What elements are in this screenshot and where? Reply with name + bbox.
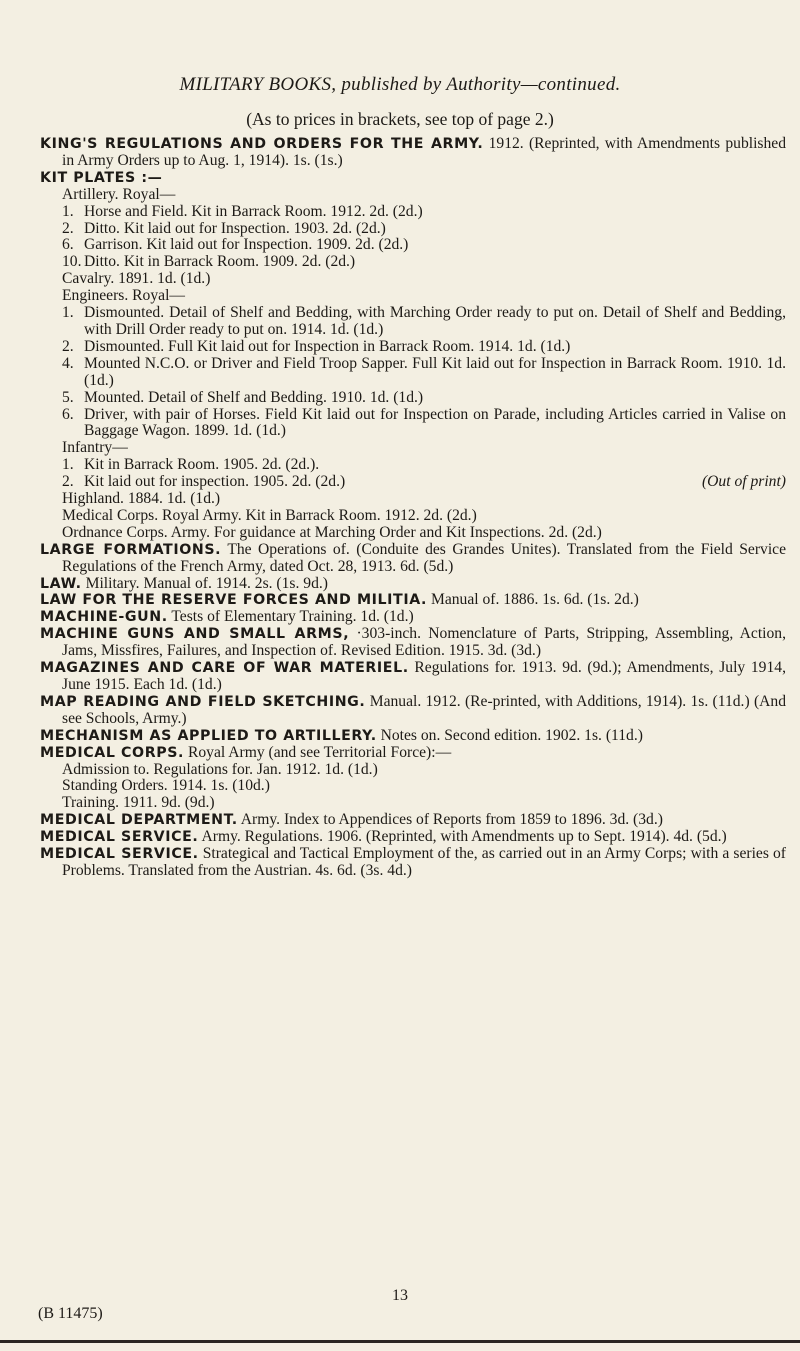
list-item: 4. Mounted N.C.O. or Driver and Field Troop Sapper. Full Kit laid out for Inspection in Barrack Room. 1910. 1d. (1d.) bbox=[62, 354, 786, 389]
page-number: 13 bbox=[392, 1287, 408, 1304]
list-item: 2. Dismounted. Full Kit laid out for Inspection in Barrack Room. 1914. 1d. (1d.) bbox=[62, 337, 571, 355]
catalogue-entry: MAGAZINES AND CARE OF WAR MATERIEL. Regulations for. 1913. 9d. (9d.); Amendments, July 1914, June 1915. Each 1d. (1d.) bbox=[40, 659, 786, 693]
artillery-label: Artillery. Royal— bbox=[62, 185, 176, 203]
list-item: 6. Driver, with pair of Horses. Field Kit laid out for Inspection on Parade, including Articles carried in Valise on Baggage Wagon. 1899. 1d. (1d.) bbox=[62, 405, 786, 440]
entry-kit-plates bbox=[40, 170, 786, 187]
catalogue-body bbox=[40, 136, 786, 880]
page-header: MILITARY BOOKS, published by Authority—continued. bbox=[179, 74, 621, 95]
bottom-rule bbox=[0, 1340, 800, 1343]
list-item: 1. Dismounted. Detail of Shelf and Bedding, with Marching Order ready to put on. Detail of Shelf and Bedding, with Drill Order ready to put on. 1914. 1d. (1d.) bbox=[62, 304, 786, 338]
catalogue-entry: MEDICAL SERVICE. Strategical and Tactical Employment of the, as carried out in an Army Corps; with a series of Problems. Translated from the Austrian. 4s. 6d. (3s. 4d.) bbox=[40, 845, 786, 879]
list-item: Training. 1911. 9d. (9d.) bbox=[62, 794, 215, 812]
list-item: 5. Mounted. Detail of Shelf and Bedding. 1910. 1d. (1d.) bbox=[62, 388, 424, 406]
entry-medical-corps: MEDICAL CORPS. Royal Army (and see Territorial Force):— bbox=[40, 743, 452, 761]
print-code: (B 11475) bbox=[38, 1305, 103, 1322]
catalogue-entry: MACHINE-GUN. Tests of Elementary Training. 1d. (1d.) bbox=[40, 608, 414, 626]
cavalry-line: Cavalry. 1891. 1d. (1d.) bbox=[62, 270, 211, 288]
catalogue-entry: MACHINE GUNS AND SMALL ARMS, ·303-inch. Nomenclature of Parts, Stripping, Assembling, Action, Jams, Missfires, Failures, and Inspection of. Revised Edition. 1915. 3d. (3d.) bbox=[40, 625, 786, 660]
price-note: (As to prices in brackets, see top of page 2.) bbox=[246, 109, 554, 129]
list-item: 10. Ditto. Kit in Barrack Room. 1909. 2d. (2d.) bbox=[62, 253, 356, 271]
list-item: 1. Kit in Barrack Room. 1905. 2d. (2d.). bbox=[62, 456, 320, 474]
list-item: 2. Ditto. Kit laid out for Inspection. 1903. 2d. (2d.) bbox=[62, 219, 386, 237]
entry-kings-regulations bbox=[40, 136, 786, 170]
catalogue-entry: LARGE FORMATIONS. The Operations of. (Conduite des Grandes Unites). Translated from the Field Service Regulations of the French Army, dated Oct. 28, 1913. 6d. (5d.) bbox=[40, 540, 786, 575]
entry-heading: KIT PLATES :— bbox=[40, 169, 163, 186]
entry-text: 1912. (Reprinted, with Amendments published in Army Orders up to Aug. 1, 1914). 1s. (1s.) bbox=[62, 135, 786, 169]
list-item: 2. Kit laid out for inspection. 1905. 2d. (2d.) (Out of print) bbox=[62, 473, 786, 491]
out-of-print-note: (Out of print) bbox=[701, 473, 786, 491]
infantry-label: Infantry— bbox=[62, 439, 128, 457]
list-item: Standing Orders. 1914. 1s. (10d.) bbox=[62, 777, 270, 795]
list-item: Admission to. Regulations for. Jan. 1912. 1d. (1d.) bbox=[62, 760, 378, 778]
highland-line: Highland. 1884. 1d. (1d.) bbox=[62, 490, 221, 508]
list-item: 1. Horse and Field. Kit in Barrack Room. 1912. 2d. (2d.) bbox=[62, 202, 423, 220]
catalogue-entry: LAW. Military. Manual of. 1914. 2s. (1s. 9d.) bbox=[40, 574, 328, 592]
catalogue-entry: MEDICAL SERVICE. Army. Regulations. 1906. (Reprinted, with Amendments up to Sept. 1914). 4d. (5d.) bbox=[40, 828, 727, 846]
ordnance-line: Ordnance Corps. Army. For guidance at Marching Order and Kit Inspections. 2d. (2d.) bbox=[62, 523, 602, 541]
catalogue-entry: MAP READING AND FIELD SKETCHING. Manual. 1912. (Re-printed, with Additions, 1914). 1s. (11d.) (And see Schools, Army.) bbox=[40, 692, 786, 727]
catalogue-entry: MEDICAL DEPARTMENT. Army. Index to Appendices of Reports from 1859 to 1896. 3d. (3d.) bbox=[40, 811, 663, 829]
entry-heading: KING'S REGULATIONS AND ORDERS FOR THE ARMY. bbox=[40, 136, 484, 152]
engineers-label: Engineers. Royal— bbox=[62, 287, 185, 305]
catalogue-entry: MECHANISM AS APPLIED TO ARTILLERY. Notes on. Second edition. 1902. 1s. (11d.) bbox=[40, 726, 643, 744]
medical-kit-line: Medical Corps. Royal Army. Kit in Barrack Room. 1912. 2d. (2d.) bbox=[62, 506, 477, 524]
catalogue-entry: LAW FOR THE RESERVE FORCES AND MILITIA. Manual of. 1886. 1s. 6d. (1s. 2d.) bbox=[40, 591, 639, 609]
list-item: 6. Garrison. Kit laid out for Inspection. 1909. 2d. (2d.) bbox=[62, 236, 409, 254]
